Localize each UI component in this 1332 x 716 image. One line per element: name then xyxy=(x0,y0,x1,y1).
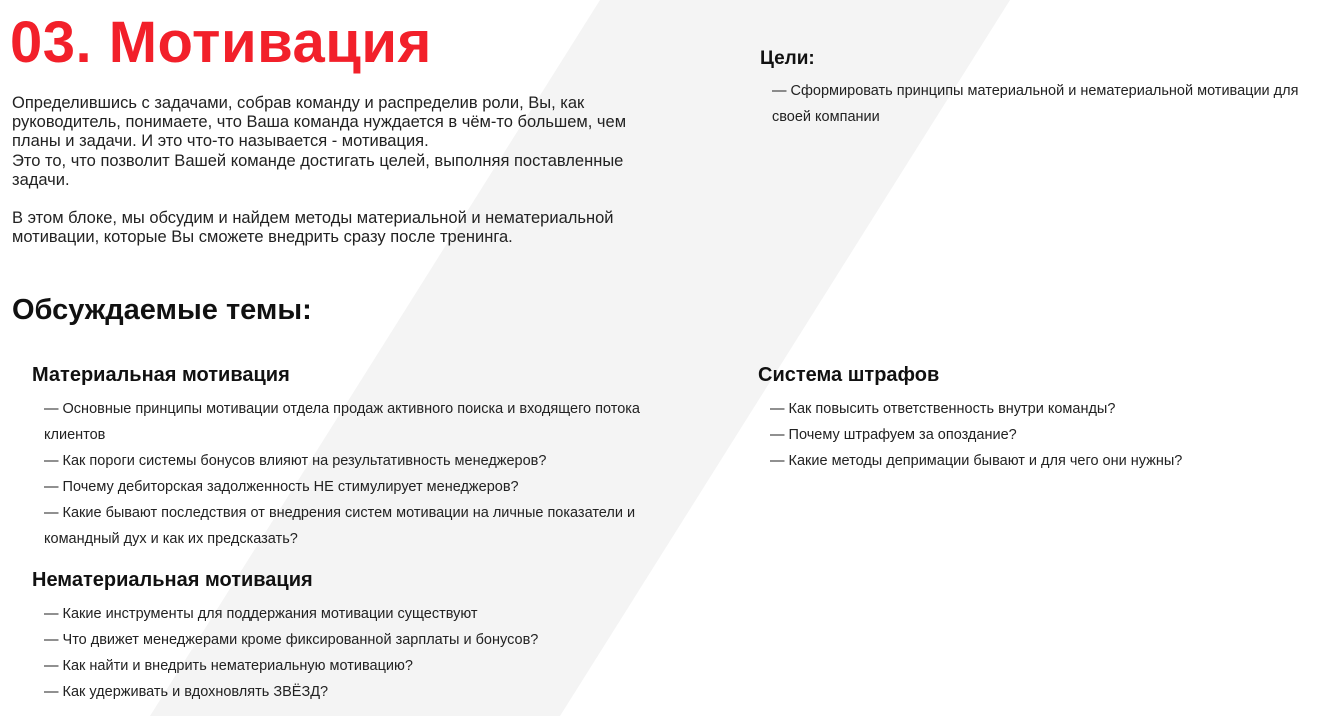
list-item: — Как пороги системы бонусов влияют на результативность менеджеров? xyxy=(44,453,547,469)
list-item: — Как найти и внедрить нематериальную мотивацию? xyxy=(44,658,413,674)
list-item: — Основные принципы мотивации отдела продаж активного поиска и входящего потока клиентов xyxy=(44,401,641,443)
section-list xyxy=(770,396,1318,474)
intro-paragraph-2: В этом блоке, мы обсудим и найдем методы материальной и нематериальной мотивации, которые Вы сможете внедрить сразу после тренинга. xyxy=(12,209,614,247)
section-nonmaterial-motivation xyxy=(32,567,652,705)
section-heading: Нематериальная мотивация xyxy=(32,569,313,591)
goals-block xyxy=(760,46,1320,130)
list-item: — Что движет менеджерами кроме фиксированной зарплаты и бонусов? xyxy=(44,632,539,648)
page-title: 03. Мотивация xyxy=(10,10,432,75)
goals-list xyxy=(772,78,1320,130)
list-item: — Какие инструменты для поддержания мотивации существуют xyxy=(44,606,478,622)
section-material-motivation xyxy=(32,362,652,552)
topics-heading: Обсуждаемые темы: xyxy=(12,294,312,326)
list-item: — Как удерживать и вдохновлять ЗВЁЗД? xyxy=(44,684,329,700)
section-fines-system xyxy=(758,362,1318,474)
list-item: — Как повысить ответственность внутри команды? xyxy=(770,401,1116,417)
goal-item: — Сформировать принципы материальной и нематериальной мотивации для своей компании xyxy=(772,83,1299,125)
section-list xyxy=(44,396,652,552)
list-item: — Почему дебиторская задолженность НЕ стимулирует менеджеров? xyxy=(44,479,519,495)
section-list xyxy=(44,601,652,705)
list-item: — Какие бывают последствия от внедрения систем мотивации на личные показатели и командный дух и как их предсказать? xyxy=(44,505,636,547)
list-item: — Какие методы депримации бывают и для чего они нужны? xyxy=(770,453,1183,469)
intro-paragraph-1: Определившись с задачами, собрав команду и распределив роли, Вы, как руководитель, понимаете, что Ваша команда нуждается в чём-то большем, чем планы и задачи. И это что-то называется - мотивация. xyxy=(12,94,627,151)
goals-heading: Цели: xyxy=(760,48,815,69)
list-item: — Почему штрафуем за опоздание? xyxy=(770,427,1017,443)
section-heading: Система штрафов xyxy=(758,364,940,386)
intro-text xyxy=(12,94,652,247)
section-heading: Материальная мотивация xyxy=(32,364,290,386)
intro-paragraph-1b: Это то, что позволит Вашей команде достигать целей, выполняя поставленные задачи. xyxy=(12,151,624,189)
